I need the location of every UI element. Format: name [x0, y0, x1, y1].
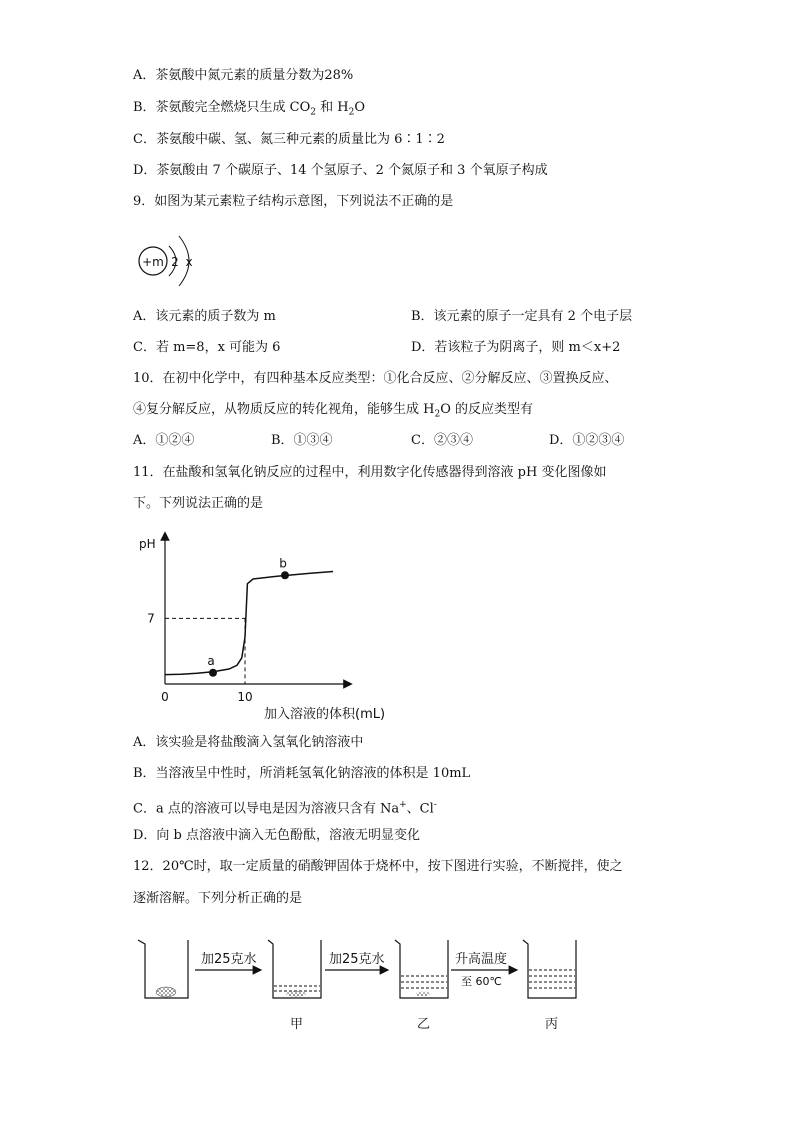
beaker-jia — [268, 940, 321, 998]
q8-option-b-pre: B．茶氨酸完全燃烧只生成 CO — [133, 100, 311, 115]
y-tick-label: 7 — [147, 611, 155, 626]
q10-line2 — [133, 402, 533, 423]
arrow-3-label-top: 升高温度 — [455, 952, 508, 967]
q11-option-d: D．向 b 点溶液中滴入无色酚酞，溶液无明显变化 — [133, 828, 421, 843]
beaker-bing — [523, 940, 576, 998]
beaker-initial — [138, 940, 188, 998]
point-b — [281, 571, 289, 579]
q8-option-b-sub2: 2 — [348, 107, 355, 118]
ph-chart — [133, 528, 423, 728]
x-tick-label: 10 — [237, 690, 253, 704]
q11-option-c-pre: C．a 点的溶液可以导电是因为溶液只含有 Na — [133, 801, 400, 817]
q9-option-c: C．若 m=8，x 可能为 6 — [133, 340, 281, 355]
q11-line2: 下。下列说法正确的是 — [133, 496, 264, 511]
q10-line1: 10．在初中化学中，有四种基本反应类型：①化合反应、②分解反应、③置换反应、 — [133, 371, 618, 386]
q11-option-c-sup2: - — [433, 800, 437, 810]
label-yi: 乙 — [417, 1017, 431, 1032]
q10-option-a: A．①②④ — [133, 433, 195, 448]
q12-line1: 12．20℃时，取一定质量的硝酸钾固体于烧杯中，按下图进行实验，不断搅拌，使之 — [133, 859, 623, 874]
q9-stem: 9．如图为某元素粒子结构示意图，下列说法不正确的是 — [133, 194, 454, 209]
label-bing: 丙 — [545, 1017, 559, 1032]
point-a-label: a — [207, 653, 215, 668]
q11-option-a: A．该实验是将盐酸滴入氢氧化钠溶液中 — [133, 735, 364, 750]
q8-option-b-sub: 2 — [310, 107, 317, 118]
q10-option-d: D．①②③④ — [549, 433, 625, 448]
label-jia: 甲 — [290, 1017, 304, 1032]
q8-option-c: C．茶氨酸中碳、氢、氮三种元素的质量比为 6∶1∶2 — [133, 132, 445, 147]
ph-curve — [165, 572, 333, 675]
q8-option-d: D．茶氨酸由 7 个碳原子、14 个氢原子、2 个氮原子和 3 个氧原子构成 — [133, 163, 548, 178]
solid-yi — [416, 992, 430, 997]
q11-line1: 11．在盐酸和氢氧化钠反应的过程中，利用数字化传感器得到溶液 pH 变化图像如 — [133, 465, 607, 480]
q8-option-a: A．茶氨酸中氮元素的质量分数为28% — [133, 68, 354, 83]
q10-line2-post: O 的反应类型有 — [440, 402, 534, 417]
q11-option-c-mid: 、Cl — [406, 801, 434, 817]
x-axis-label: 加入溶液的体积(mL) — [264, 707, 386, 722]
q9-option-d: D．若该粒子为阴离子，则 m＜x+2 — [411, 340, 621, 355]
solid-jia — [286, 991, 306, 997]
x-tick-label: 0 — [161, 690, 169, 704]
q8-option-b — [133, 100, 365, 121]
q11-option-c — [133, 797, 437, 817]
q10-line2-sub: 2 — [434, 409, 441, 420]
experiment-diagram — [133, 930, 603, 1040]
point-a — [209, 669, 217, 677]
arrow-1-label: 加25克水 — [201, 952, 257, 967]
beaker-yi — [395, 940, 448, 998]
shell1-electrons: 2 — [171, 255, 179, 269]
y-axis-label: pH — [139, 537, 156, 551]
q10-option-c: C．②③④ — [411, 433, 473, 448]
q10-line2-pre: ④复分解反应，从物质反应的转化视角，能够生成 H — [133, 402, 435, 417]
q11-option-b: B．当溶液呈中性时，所消耗氢氧化钠溶液的体积是 10mL — [133, 766, 471, 781]
point-b-label: b — [279, 556, 287, 571]
arrow-3-label-bottom: 至 60℃ — [461, 975, 502, 988]
q10-option-b: B．①③④ — [271, 433, 333, 448]
solid-crystals — [156, 987, 176, 997]
q11-option-c-sup1: + — [399, 800, 407, 810]
shell2-electrons: x — [185, 255, 193, 269]
q9-option-a: A．该元素的质子数为 m — [133, 309, 276, 324]
atom-structure-diagram — [133, 220, 213, 300]
q8-option-b-mid: 和 H — [316, 100, 349, 115]
arrow-2-label: 加25克水 — [329, 952, 385, 967]
q9-option-b: B．该元素的原子一定具有 2 个电子层 — [411, 309, 633, 324]
nucleus-charge: +m — [142, 255, 164, 269]
q12-line2: 逐渐溶解。下列分析正确的是 — [133, 891, 303, 906]
q8-option-b-post: O — [354, 100, 366, 115]
